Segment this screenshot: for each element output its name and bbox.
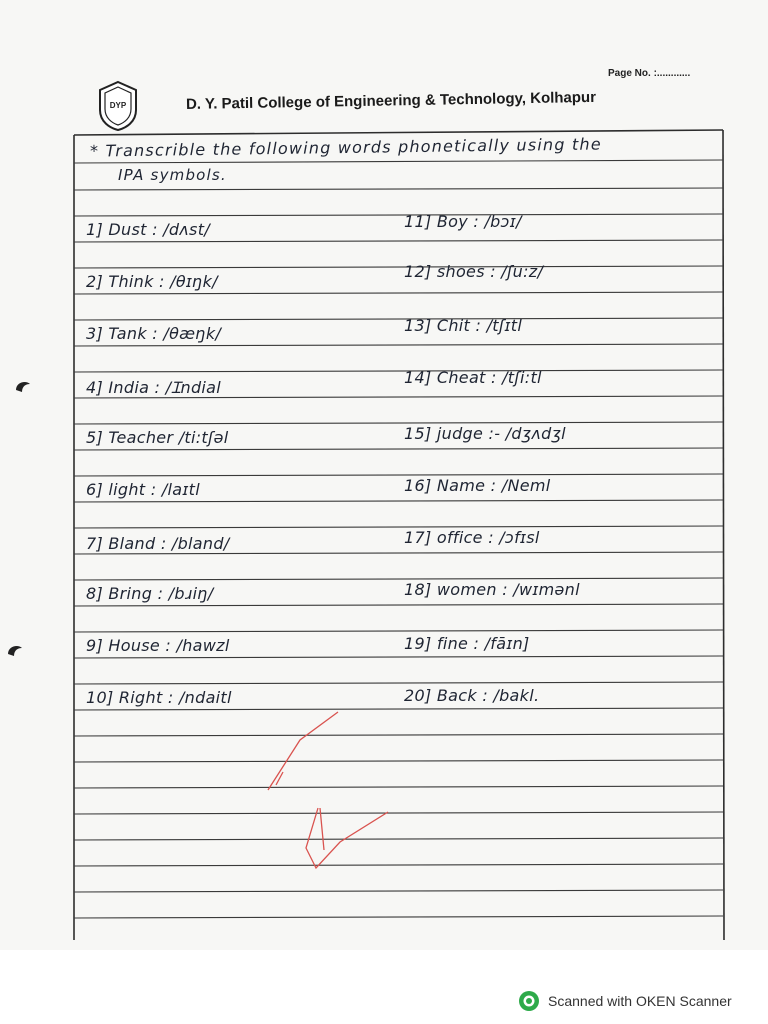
word-entry: 19] fine : /fāɪn] — [404, 634, 530, 653]
word-entry: 18] women : /wɪmənl — [404, 580, 580, 599]
word-entry: 11] Boy : /bɔɪ/ — [404, 212, 522, 231]
scanner-label: Scanned with OKEN Scanner — [548, 993, 732, 1009]
oken-scanner-logo-icon — [518, 990, 540, 1012]
instruction-text: * Transcrible the following words phonetically using the — [89, 134, 602, 161]
word-entry: 4] India : /Ɪndial — [86, 378, 222, 397]
word-entry: 16] Name : /Neml — [404, 476, 551, 495]
word-entry: 13] Chit : /tʃɪtl — [404, 316, 523, 335]
word-entry: 3] Tank : /θæŋk/ — [86, 324, 222, 343]
word-entry: 14] Cheat : /tʃi:tl — [404, 368, 542, 387]
word-entry: 5] Teacher /ti:tʃəl — [86, 428, 229, 447]
instruction-text: IPA symbols. — [118, 166, 227, 184]
word-entry: 9] House : /hawzl — [86, 636, 230, 655]
college-title: D. Y. Patil College of Engineering & Technology, Kolhapur — [185, 88, 597, 113]
binder-hole-icon — [4, 640, 26, 662]
word-entry: 15] judge :- /dʒʌdʒl — [404, 424, 566, 443]
scanner-watermark — [518, 990, 732, 1012]
binder-hole-icon — [12, 376, 34, 398]
word-entry: 20] Back : /bakl. — [404, 686, 540, 705]
word-entry: 17] office : /ɔfɪsl — [404, 528, 540, 547]
word-entry: 2] Think : /θɪŋk/ — [86, 272, 218, 291]
college-logo-icon — [96, 80, 140, 132]
svg-text:DYP: DYP — [109, 101, 127, 110]
page-number-label: Page No. :............ — [608, 68, 691, 79]
word-entry: 1] Dust : /dʌst/ — [86, 220, 210, 239]
word-entry: 8] Bring : /bɹiŋ/ — [86, 584, 214, 603]
word-entry: 7] Bland : /bland/ — [86, 534, 230, 553]
word-entry: 12] shoes : /ʃu:z/ — [404, 262, 544, 281]
word-entry: 10] Right : /ndaitl — [86, 688, 232, 707]
word-entry: 6] light : /laɪtl — [86, 480, 200, 499]
